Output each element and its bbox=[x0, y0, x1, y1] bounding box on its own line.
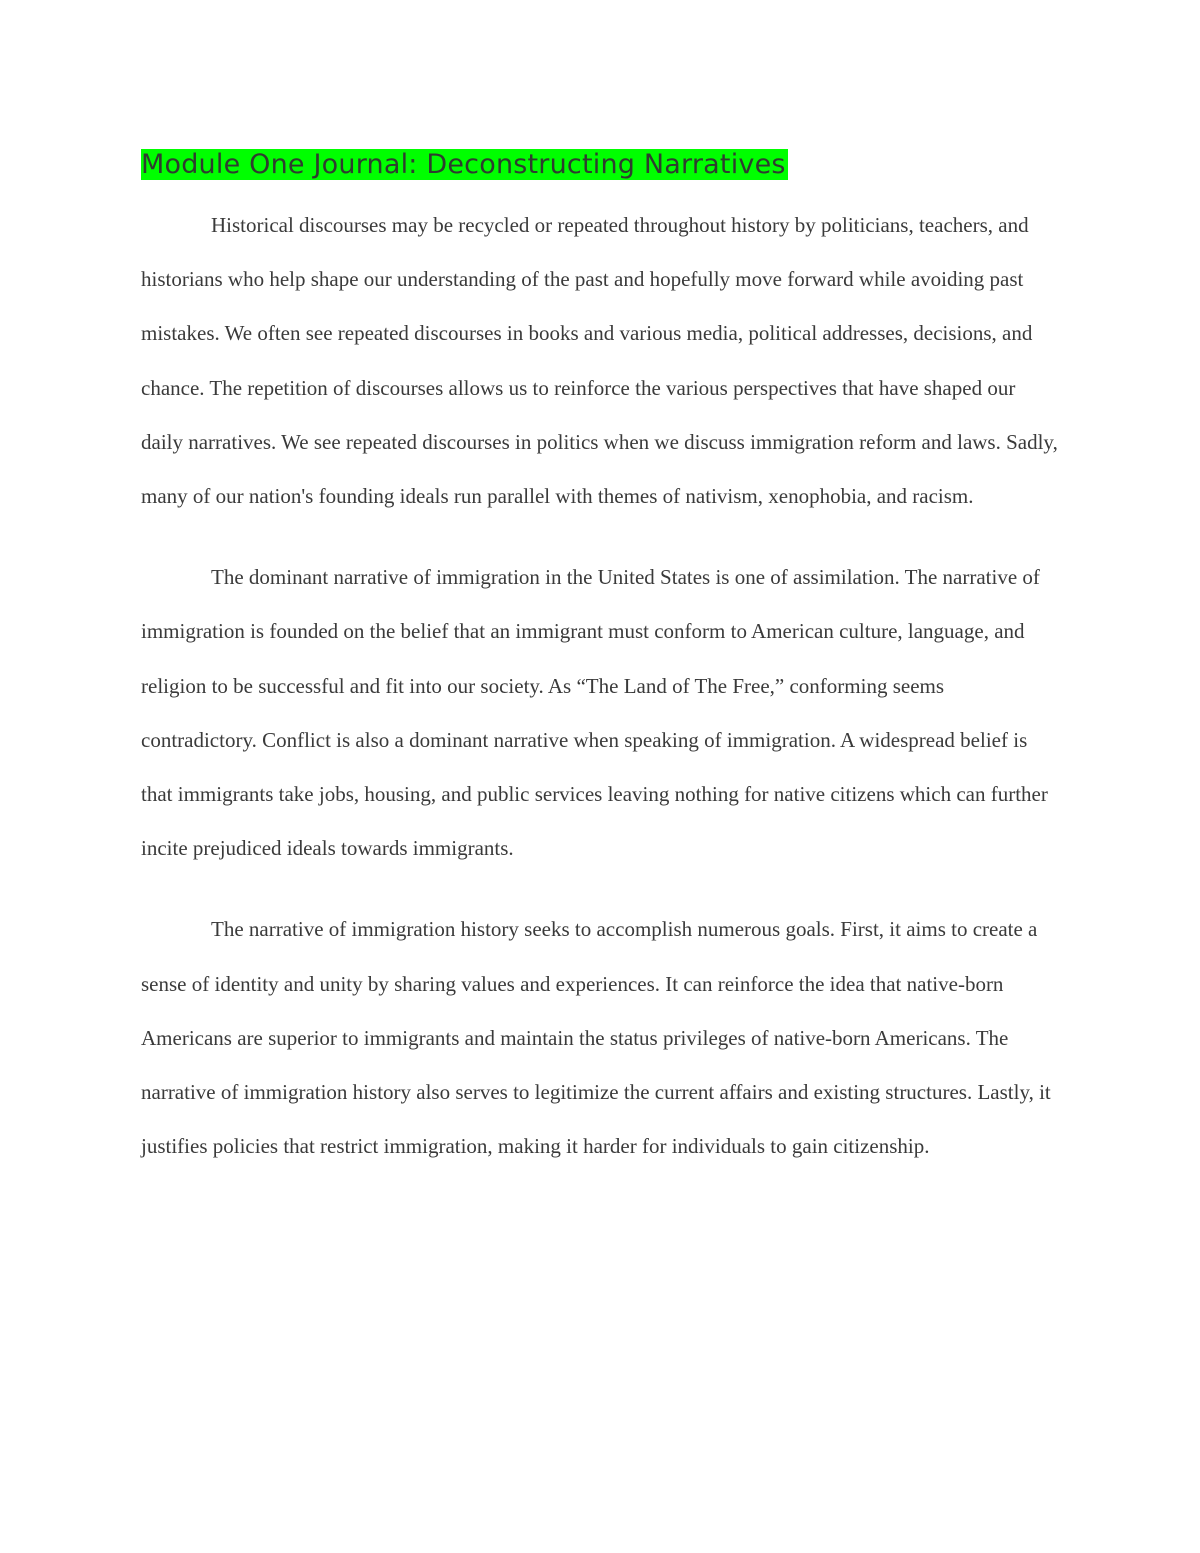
document-body bbox=[141, 146, 1061, 1173]
document-title bbox=[141, 146, 1061, 184]
title-highlight: Module One Journal: Deconstructing Narratives bbox=[141, 149, 786, 180]
paragraph-3: The narrative of immigration history seeks to accomplish numerous goals. First, it aims to create a sense of identity and unity by sharing values and experiences. It can reinforce the idea that native-born Americans are superior to immigrants and maintain the status privileges of native-born Americans. The narrative of immigration history also serves to legitimize the current affairs and existing structures. Lastly, it justifies policies that restrict immigration, making it harder for individuals to gain citizenship. bbox=[141, 917, 1051, 1159]
paragraph-2: The dominant narrative of immigration in the United States is one of assimilation. The narrative of immigration is founded on the belief that an immigrant must conform to American culture, language, and religion to be successful and fit into our society. As “The Land of The Free,” conforming seems contradictory. Conflict is also a dominant narrative when speaking of immigration. A widespread belief is that immigrants take jobs, housing, and public services leaving nothing for native citizens which can further incite prejudiced ideals towards immigrants. bbox=[141, 565, 1048, 861]
paragraph-1: Historical discourses may be recycled or repeated throughout history by politicians, teachers, and historians who help shape our understanding of the past and hopefully move forward while avoiding past mistakes. We often see repeated discourses in books and various media, political addresses, decisions, and chance. The repetition of discourses allows us to reinforce the various perspectives that have shaped our daily narratives. We see repeated discourses in politics when we discuss immigration reform and laws. Sadly, many of our nation's founding ideals run parallel with themes of nativism, xenophobia, and racism. bbox=[141, 213, 1058, 509]
